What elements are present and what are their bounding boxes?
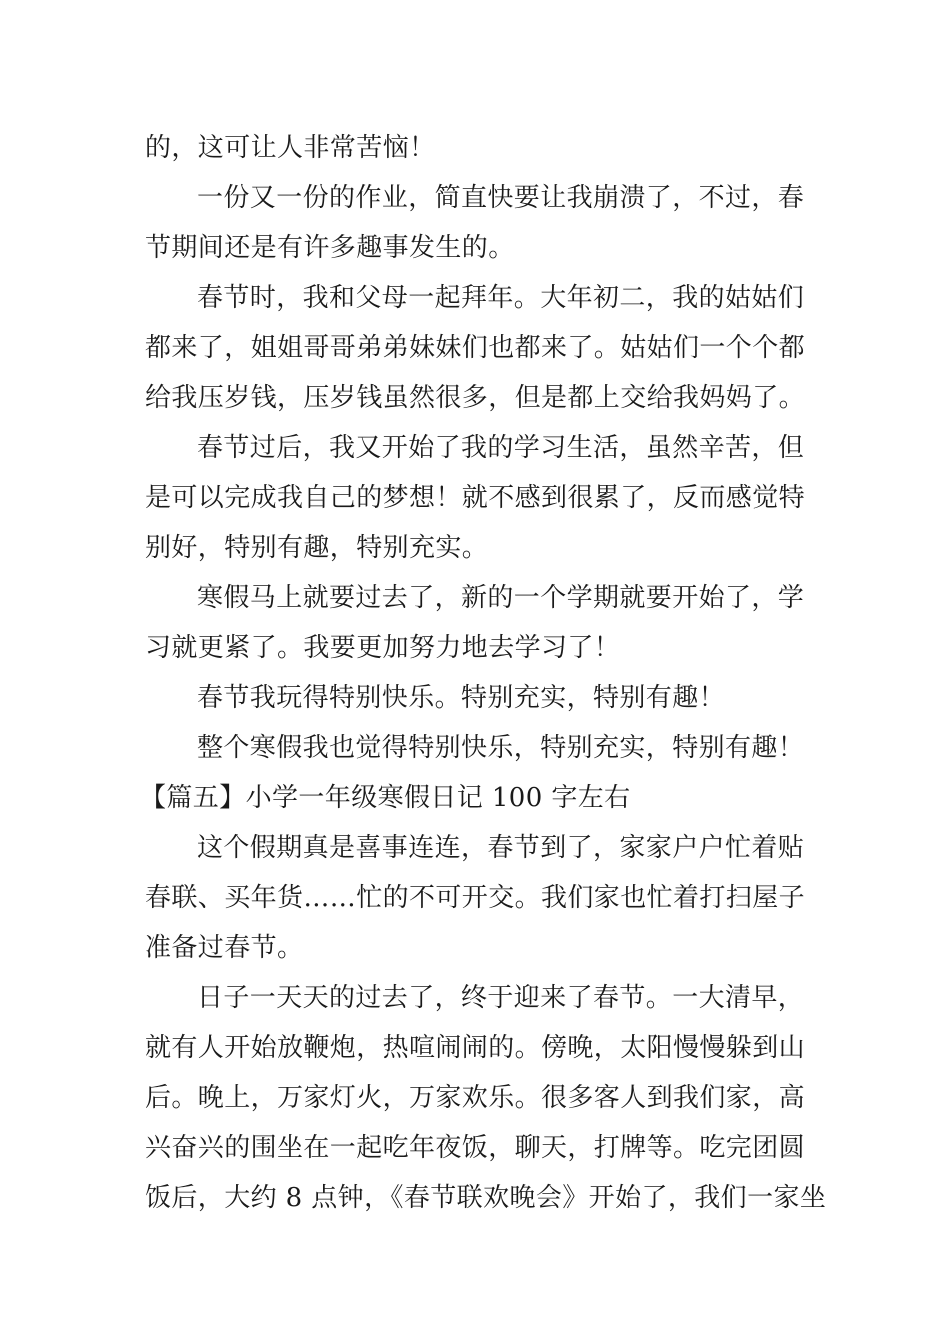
text-line: 兴奋兴的围坐在一起吃年夜饭，聊天，打牌等。吃完团圆 xyxy=(145,1133,806,1163)
paragraph-line: 这个假期真是喜事连连，春节到了，家家户户忙着贴 xyxy=(197,833,805,863)
text-line: 后。晚上，万家灯火，万家欢乐。很多客人到我们家，高 xyxy=(145,1083,806,1113)
text-line: 节期间还是有许多趣事发生的。 xyxy=(145,233,515,263)
section-heading: 【篇五】小学一年级寒假日记 100 字左右 xyxy=(140,783,631,813)
paragraph-line: 春节过后，我又开始了我的学习生活，虽然辛苦，但 xyxy=(197,433,805,463)
text-line: 习就更紧了。我要更加努力地去学习了！ xyxy=(145,633,621,663)
text-line: 是可以完成我自己的梦想！就不感到很累了，反而感觉特 xyxy=(145,483,806,513)
paragraph-line: 寒假马上就要过去了，新的一个学期就要开始了，学 xyxy=(197,583,805,613)
text-line: 别好，特别有趣，特别充实。 xyxy=(145,533,489,563)
paragraph-line: 日子一天天的过去了，终于迎来了春节。一大清早， xyxy=(197,983,805,1013)
paragraph-line: 春节时，我和父母一起拜年。大年初二，我的姑姑们 xyxy=(197,283,805,313)
paragraph-line: 整个寒假我也觉得特别快乐，特别充实，特别有趣！ xyxy=(197,733,805,763)
paragraph-line: 一份又一份的作业，简直快要让我崩溃了，不过，春 xyxy=(197,183,805,213)
text-line: 准备过春节。 xyxy=(145,933,304,963)
text-line: 春联、买年货……忙的不可开交。我们家也忙着打扫屋子 xyxy=(145,883,806,913)
text-line: 就有人开始放鞭炮，热喧闹闹的。傍晚，太阳慢慢躲到山 xyxy=(145,1033,806,1063)
text-line: 都来了，姐姐哥哥弟弟妹妹们也都来了。姑姑们一个个都 xyxy=(145,333,806,363)
text-line: 的，这可让人非常苦恼！ xyxy=(145,133,436,163)
text-line: 饭后，大约 8 点钟，《春节联欢晚会》开始了，我们一家坐 xyxy=(145,1183,827,1213)
text-line: 给我压岁钱，压岁钱虽然很多，但是都上交给我妈妈了。 xyxy=(145,383,806,413)
document-body xyxy=(140,123,827,1223)
paragraph-line: 春节我玩得特别快乐。特别充实，特别有趣！ xyxy=(197,683,726,713)
